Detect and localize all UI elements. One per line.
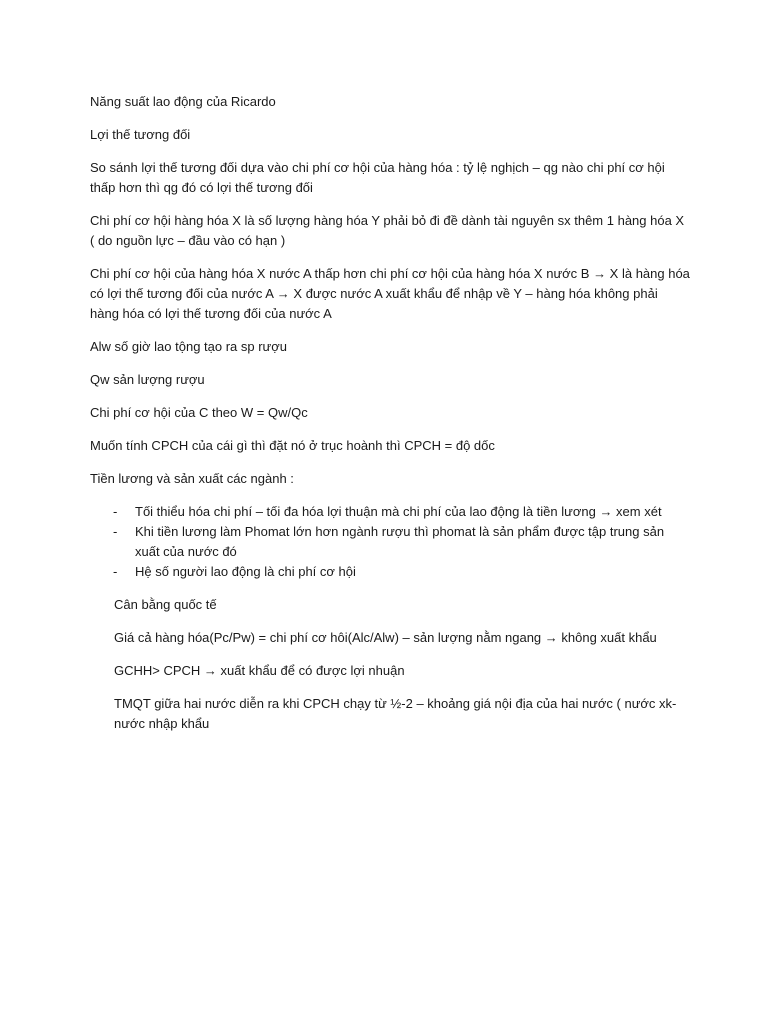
list-item xyxy=(90,522,690,562)
paragraph-international-equilibrium: Cân bằng quốc tế xyxy=(114,597,217,612)
list-item-text: Khi tiền lương làm Phomat lớn hơn ngành rượu thì phomat là sản phẩm được tập trung sản xuất của nước đó xyxy=(135,524,665,559)
paragraph-price-equals-cost: Giá cả hàng hóa(Pc/Pw) = chi phí cơ hôi(Alc/Alw) – sản lượng nằm ngang → không xuất khẩu xyxy=(114,630,657,645)
paragraph-opportunity-cost-example: Chi phí cơ hội của hàng hóa X nước A thấp hơn chi phí cơ hội của hàng hóa X nước B → X là hàng hóa có lợi thế tương đối của nước A → X được nước A xuất khẩu để nhập về Y – hàng hóa không phải hàng hóa có lợi thế tương đối của nước A xyxy=(90,266,690,321)
paragraph-qw: Qw sản lượng rượu xyxy=(90,372,205,387)
bullet-marker: - xyxy=(113,564,118,579)
document-body xyxy=(90,92,690,747)
section-heading-comparative-advantage: Lợi thế tương đối xyxy=(90,127,191,142)
paragraph-comparison: So sánh lợi thế tương đối dựa vào chi phí cơ hội của hàng hóa : tỷ lệ nghịch – qg nào chi phí cơ hội thấp hơn thì qg đó có lợi thế tương đối xyxy=(90,160,665,195)
indented-section xyxy=(90,595,690,734)
bullet-marker: - xyxy=(113,524,118,539)
paragraph-opportunity-cost-definition: Chi phí cơ hội hàng hóa X là số lượng hàng hóa Y phải bỏ đi đề dành tài nguyên sx thêm 1 hàng hóa X ( do nguồn lực – đầu vào có hạn ) xyxy=(90,213,685,248)
paragraph-slope: Muốn tính CPCH của cái gì thì đặt nó ở trục hoành thì CPCH = độ dốc xyxy=(90,438,495,453)
paragraph-wages-heading: Tiền lương và sản xuất các ngành : xyxy=(90,471,294,486)
bullet-list xyxy=(90,502,690,582)
list-item-text: Tối thiểu hóa chi phí – tối đa hóa lợi thuận mà chi phí của lao động là tiền lương → xem xét xyxy=(135,504,662,519)
doc-title: Năng suất lao động của Ricardo xyxy=(90,94,276,109)
paragraph-trade-range: TMQT giữa hai nước diễn ra khi CPCH chạy từ ½-2 – khoảng giá nội địa của hai nước ( nước xk- nước nhập khẩu xyxy=(114,696,677,731)
paragraph-export-profit: GCHH> CPCH → xuất khẩu để có được lợi nhuận xyxy=(114,663,405,678)
list-item xyxy=(90,562,690,582)
paragraph-alw: Alw số giờ lao tộng tạo ra sp rượu xyxy=(90,339,288,354)
list-item xyxy=(90,502,690,522)
paragraph-formula: Chi phí cơ hội của C theo W = Qw/Qc xyxy=(90,405,308,420)
bullet-marker: - xyxy=(113,504,118,519)
list-item-text: Hệ số người lao động là chi phí cơ hội xyxy=(135,564,356,579)
